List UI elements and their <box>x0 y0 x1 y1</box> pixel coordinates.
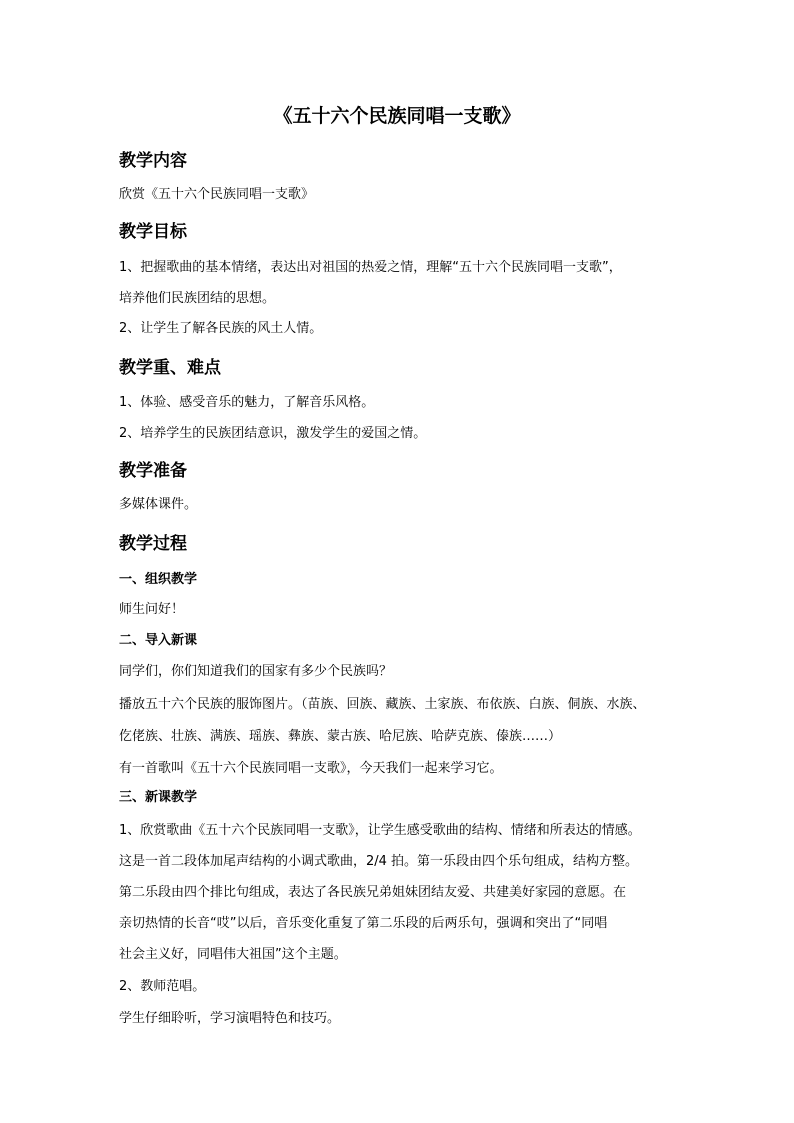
goal-line-3: 2、让学生了解各民族的风土人情。 <box>119 321 323 336</box>
step-2-line-3: 仡佬族、壮族、满族、瑶族、彝族、蒙古族、哈尼族、哈萨克族、傣族……） <box>119 729 562 744</box>
preparation-text: 多媒体课件。 <box>119 497 198 512</box>
heading-teaching-process: 教学过程 <box>119 534 187 554</box>
step-2-line-2: 播放五十六个民族的服饰图片。（苗族、回族、藏族、土家族、布依族、白族、侗族、水族、 <box>119 697 646 712</box>
goal-line-2: 培养他们民族团结的思想。 <box>119 291 276 306</box>
key-point-line-2: 2、培养学生的民族团结意识，激发学生的爱国之情。 <box>119 426 427 441</box>
step-2-line-1: 同学们，你们知道我们的国家有多少个民族吗？ <box>119 664 393 679</box>
heading-key-points: 教学重、难点 <box>119 358 221 378</box>
step-3-line-1: 1、欣赏歌曲《五十六个民族同唱一支歌》，让学生感受歌曲的结构、情绪和所表达的情感。 <box>119 823 641 838</box>
step-3-line-6: 2、教师范唱。 <box>119 979 206 994</box>
heading-teaching-content: 教学内容 <box>119 151 187 171</box>
teaching-content-text: 欣赏《五十六个民族同唱一支歌》 <box>119 187 315 202</box>
step-1-heading: 一、组织教学 <box>119 572 198 587</box>
step-3-line-4: 亲切热情的长音“哎”以后，音乐变化重复了第二乐段的后两乐句，强调和突出了“同唱 <box>119 916 608 931</box>
step-3-line-2: 这是一首二段体加尾声结构的小调式歌曲，2/4 拍。第一乐段由四个乐句组成，结构方整。 <box>119 854 639 869</box>
goal-line-1: 1、把握歌曲的基本情绪，表达出对祖国的热爱之情，理解“五十六个民族同唱一支歌”， <box>119 260 622 275</box>
heading-preparation: 教学准备 <box>119 461 187 481</box>
document-title: 《五十六个民族同唱一支歌》 <box>273 105 521 127</box>
heading-teaching-goals: 教学目标 <box>119 222 187 242</box>
step-2-heading: 二、导入新课 <box>119 633 198 648</box>
step-1-text: 师生问好！ <box>119 602 185 617</box>
step-3-line-5: 社会主义好，同唱伟大祖国”这个主题。 <box>119 947 347 962</box>
step-3-heading: 三、新课教学 <box>119 790 198 805</box>
key-point-line-1: 1、体验、感受音乐的魅力，了解音乐风格。 <box>119 395 375 410</box>
step-3-line-3: 第二乐段由四个排比句组成，表达了各民族兄弟姐妹团结友爱、共建美好家园的意愿。在 <box>119 885 627 900</box>
step-3-line-7: 学生仔细聆听，学习演唱特色和技巧。 <box>119 1011 341 1026</box>
step-2-line-4: 有一首歌叫《五十六个民族同唱一支歌》，今天我们一起来学习它。 <box>119 761 503 776</box>
